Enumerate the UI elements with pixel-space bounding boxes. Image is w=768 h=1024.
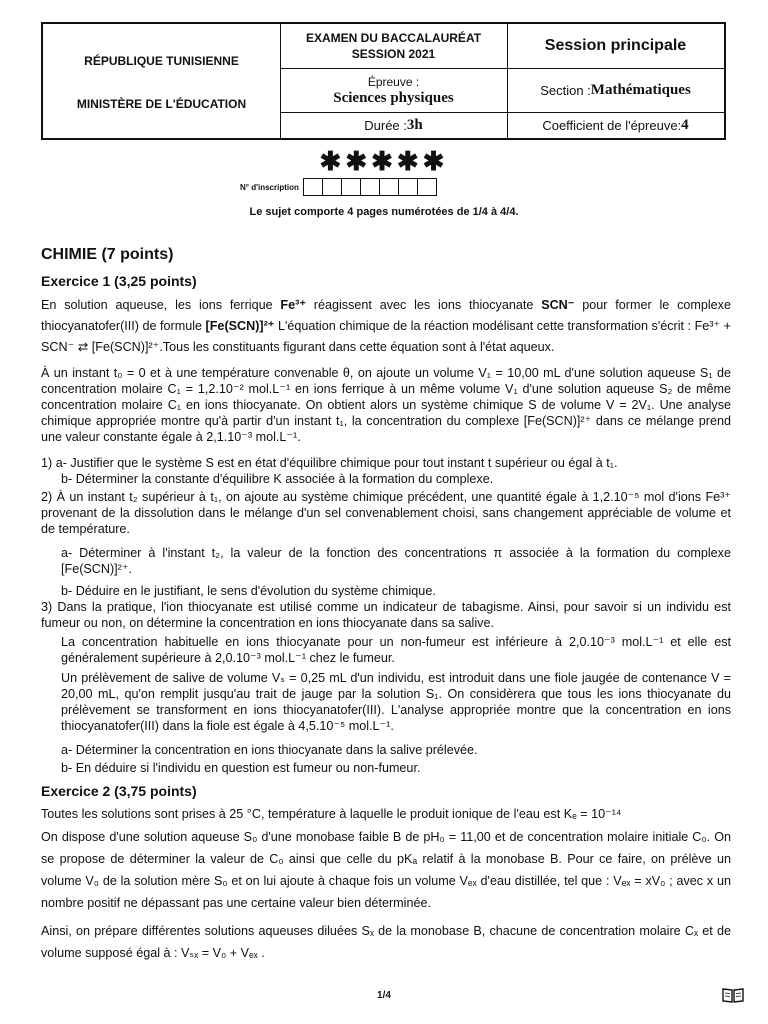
duree-block	[280, 112, 507, 138]
ex1-q3p2: La concentration habituelle en ions thiocyanate pour un non-fumeur est inférieure à 2,0.10⁻³ mol.L⁻¹ et elle est généralement supérieure à 2,0.10⁻³ mol.L⁻¹ chez le fumeur.	[61, 635, 731, 665]
book-icon	[722, 987, 744, 1003]
ex1-p1b: réagissent avec les ions thiocyanate	[305, 298, 542, 312]
header-table	[41, 22, 726, 140]
ex1-p1d: L'équation chimique de la réaction modélisant cette transformation s'écrit :	[274, 319, 695, 333]
ex1-q1a: 1) a- Justifier que le système S est en état d'équilibre chimique pour tout instant t supérieur ou égal à t₁.	[41, 456, 618, 470]
ex2-p2: On dispose d'une solution aqueuse S₀ d'une monobase faible B de pH₀ = 11,00 et de concentration molaire initiale C₀. On se propose de déterminer la valeur de C₀ ainsi que celle du pKₐ relatif à la monobase B. Pour ce faire, on prélève un volume V₀ de la solution mère S₀ et on lui ajoute à chaque fois un volume Vₑₓ d'eau distillée, tel que : Vₑₓ = xV₀ ; avec x un nombre positif ne dépassant pas une certaine valeur bien déterminée.	[41, 830, 731, 910]
inscription-row	[240, 178, 437, 196]
ex1-q2b: b- Déduire en le justifiant, le sens d'évolution du système chimique.	[61, 584, 436, 598]
session-year: SESSION 2021	[351, 47, 436, 61]
epreuve-block	[280, 68, 507, 112]
ex1-q3b: b- En déduire si l'individu en question est fumeur ou non-fumeur.	[61, 761, 421, 775]
republic-label: RÉPUBLIQUE TUNISIENNE	[84, 54, 239, 68]
duree-label: Durée :	[364, 117, 407, 133]
ex2-p3: Ainsi, on prépare différentes solutions aqueuses diluées Sₓ de la monobase B, chacune de concentration molaire Cₓ et de volume supposé égal à : Vₛₓ = V₀ + Vₑₓ .	[41, 924, 731, 960]
ex1-p2: À un instant t₀ = 0 et à une température convenable θ, on ajoute un volume V₁ = 10,00 mL d'une solution aqueuse S₁ de concentration molaire C₁ = 1,2.10⁻² mol.L⁻¹ en ions ferrique à un même volume V₁ d'une solution aqueuse S₂ de même concentration molaire C₁ en ions thiocyanate. On obtient alors un système chimique S de volume V = 2V₁. Une analyse chimique appropriée montre qu'à partir d'un instant t₁, la concentration du complexe [Fe(SCN)]²⁺ dans ce mélange prend une valeur constante égale à 2,1.10⁻³ mol.L⁻¹.	[41, 366, 731, 444]
ex1-q2a: a- Déterminer à l'instant t₂, la valeur de la fonction des concentrations π associée à la formation du complexe [Fe(SCN)]²⁺.	[61, 546, 731, 576]
coef-block	[507, 112, 724, 138]
fe3-ion: Fe³⁺	[280, 298, 306, 312]
ex1-q2: 2) À un instant t₂ supérieur à t₁, on ajoute au système chimique précédent, une quantité égale à 1,2.10⁻⁵ mol d'ions Fe³⁺ provenant de la dissolution dans le mélange d'un sel convenablement choisi, sans changement appréciable de volume et de température.	[41, 490, 731, 536]
ministry-label: MINISTÈRE DE L'ÉDUCATION	[76, 97, 247, 111]
inscription-label: N° d'inscription	[240, 182, 299, 192]
ex1-q1b: b- Déterminer la constante d'équilibre K associée à la formation du complexe.	[61, 472, 494, 486]
ex2-p1: Toutes les solutions sont prises à 25 °C, température à laquelle le produit ionique de l'eau est Kₑ = 10⁻¹⁴	[41, 807, 622, 821]
duree-value: 3h	[406, 116, 423, 133]
exam-title: EXAMEN DU BACCALAURÉAT	[305, 31, 482, 45]
ex1-p1a: En solution aqueuse, les ions ferrique	[41, 298, 281, 312]
star-separator: ✱✱✱✱✱	[319, 146, 449, 176]
ex1-intro	[41, 295, 731, 358]
ex1-q3p3: Un prélèvement de salive de volume Vₛ = 0,25 mL d'un individu, est introduit dans une fiole jaugée de contenance V = 20,00 mL, qu'on remplit jusqu'au trait de jauge par la solution S₁. On considèrera que tous les ions thiocyanate du prélèvement se transforment en ions thiocyanatofer(III). L'analyse appropriée montre que la concentration en ions thiocyanatofer(III) dans la fiole est égale à 4,5.10⁻⁵ mol.L⁻¹.	[61, 671, 731, 733]
exam-title-block	[280, 24, 507, 68]
section-label: Section :	[540, 82, 591, 98]
ex1-title: Exercice 1 (3,25 points)	[41, 273, 197, 289]
complex-formula: [Fe(SCN)]²⁺	[205, 319, 275, 333]
ex1-p1e: .Tous les constituants figurant dans cette équation sont à l'état aqueux.	[159, 340, 555, 354]
ex1-q3: 3) Dans la pratique, l'ion thiocyanate est utilisé comme un indicateur de tabagisme. Ainsi, pour savoir si un individu est fumeur ou non, on détermine la concentration en ions thiocyanate dans sa salive.	[41, 600, 731, 630]
section-block	[507, 68, 724, 112]
ex2-title: Exercice 2 (3,75 points)	[41, 783, 197, 799]
coef-label: Coefficient de l'épreuve:	[542, 117, 682, 133]
epreuve-value: Sciences physiques	[333, 90, 454, 106]
session-type: Session principale	[544, 37, 687, 54]
ex1-p1c: pour former le complexe thiocyanatofer(III) de formule	[41, 298, 731, 333]
coef-value: 4	[681, 116, 689, 133]
page-number: 1/4	[377, 990, 391, 1001]
equation: Fe³⁺ + SCN⁻ ⇄ [Fe(SCN)]²⁺	[41, 319, 731, 354]
chimie-title: CHIMIE (7 points)	[41, 246, 174, 263]
pages-note: Le sujet comporte 4 pages numérotées de 1/4 à 4/4.	[249, 206, 519, 218]
section-value: Mathématiques	[590, 81, 691, 98]
ex1-q3a: a- Déterminer la concentration en ions thiocyanate dans la salive prélevée.	[61, 743, 478, 757]
epreuve-label: Épreuve :	[367, 75, 420, 89]
inscription-boxes[interactable]	[303, 178, 437, 196]
scn-ion: SCN⁻	[541, 298, 575, 312]
